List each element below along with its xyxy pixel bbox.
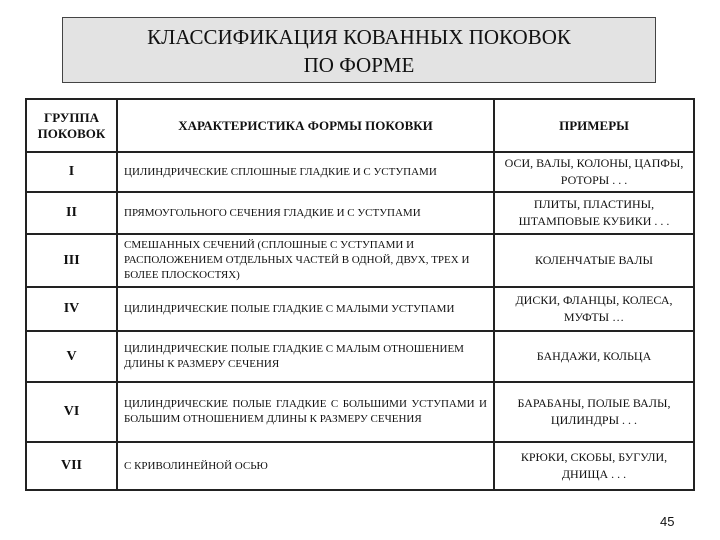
description-cell: ЦИЛИНДРИЧЕСКИЕ СПЛОШНЫЕ ГЛАДКИЕ И С УСТУПАМИ [117, 152, 494, 192]
group-cell: II [26, 192, 117, 234]
description-cell: ПРЯМОУГОЛЬНОГО СЕЧЕНИЯ ГЛАДКИЕ И С УСТУПАМИ [117, 192, 494, 234]
group-cell: V [26, 331, 117, 382]
examples-cell: КОЛЕНЧАТЫЕ ВАЛЫ [494, 234, 694, 287]
header-examples: ПРИМЕРЫ [494, 99, 694, 152]
examples-cell: ОСИ, ВАЛЫ, КОЛОНЫ, ЦАПФЫ, РОТОРЫ . . . [494, 152, 694, 192]
header-description: ХАРАКТЕРИСТИКА ФОРМЫ ПОКОВКИ [117, 99, 494, 152]
table-row [26, 287, 694, 331]
title-line-2: ПО ФОРМЕ [303, 53, 415, 77]
description-cell: ЦИЛИНДРИЧЕСКИЕ ПОЛЫЕ ГЛАДКИЕ С МАЛЫМИ УСТУПАМИ [117, 287, 494, 331]
table-row [26, 152, 694, 192]
group-cell: IV [26, 287, 117, 331]
header-group: ГРУППА ПОКОВОК [26, 99, 117, 152]
group-cell: I [26, 152, 117, 192]
examples-cell: БАРАБАНЫ, ПОЛЫЕ ВАЛЫ, ЦИЛИНДРЫ . . . [494, 382, 694, 442]
title-line-1: КЛАССИФИКАЦИЯ КОВАННЫХ ПОКОВОК [147, 25, 571, 49]
group-cell: VII [26, 442, 117, 490]
examples-cell: КРЮКИ, СКОБЫ, БУГУЛИ, ДНИЩА . . . [494, 442, 694, 490]
table-header-row [26, 99, 694, 152]
description-cell: ЦИЛИНДРИЧЕСКИЕ ПОЛЫЕ ГЛАДКИЕ С МАЛЫМ ОТНОШЕНИЕМ ДЛИНЫ К РАЗМЕРУ СЕЧЕНИЯ [117, 331, 494, 382]
table-row [26, 382, 694, 442]
table-row [26, 234, 694, 287]
table-row [26, 192, 694, 234]
description-cell: ЦИЛИНДРИЧЕСКИЕ ПОЛЫЕ ГЛАДКИЕ С БОЛЬШИМИ УСТУПАМИ И БОЛЬШИМ ОТНОШЕНИЕМ ДЛИНЫ К РАЗМЕРУ СЕЧЕНИЯ [117, 382, 494, 442]
page-number: 45 [660, 514, 675, 529]
examples-cell: БАНДАЖИ, КОЛЬЦА [494, 331, 694, 382]
slide-title [62, 17, 656, 83]
description-cell: С КРИВОЛИНЕЙНОЙ ОСЬЮ [117, 442, 494, 490]
group-cell: III [26, 234, 117, 287]
description-cell: СМЕШАННЫХ СЕЧЕНИЙ (СПЛОШНЫЕ С УСТУПАМИ И РАСПОЛОЖЕНИЕМ ОТДЕЛЬНЫХ ЧАСТЕЙ В ОДНОЙ, ДВУХ, ТРЕХ И БОЛЕЕ ПЛОСКОСТЯХ) [117, 234, 494, 287]
table-row [26, 331, 694, 382]
table-row [26, 442, 694, 490]
forgings-classification-table [25, 98, 695, 491]
examples-cell: ПЛИТЫ, ПЛАСТИНЫ, ШТАМПОВЫЕ КУБИКИ . . . [494, 192, 694, 234]
group-cell: VI [26, 382, 117, 442]
examples-cell: ДИСКИ, ФЛАНЦЫ, КОЛЕСА, МУФТЫ … [494, 287, 694, 331]
